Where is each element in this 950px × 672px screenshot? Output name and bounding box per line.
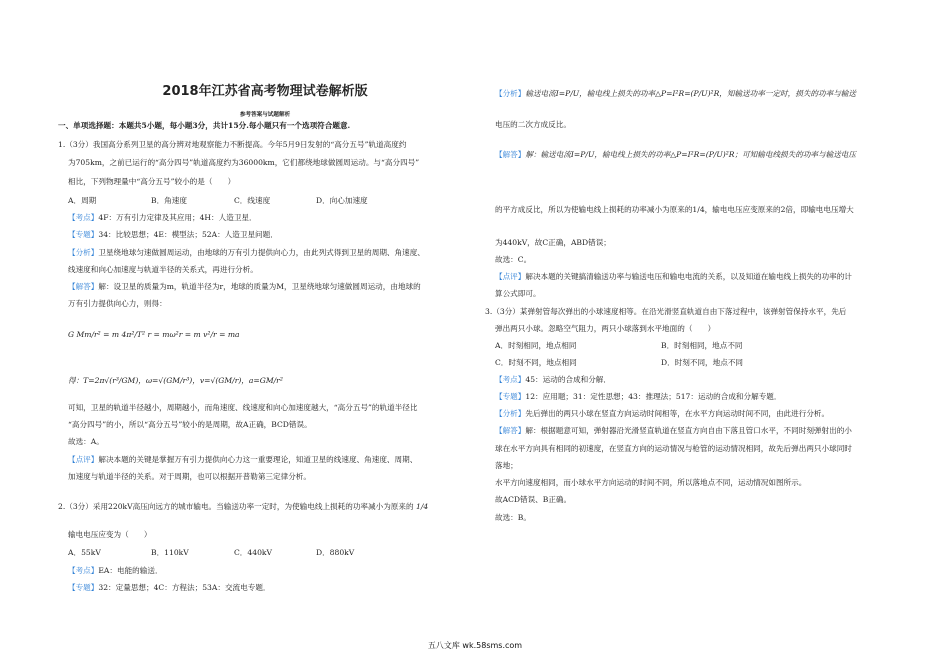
q1-dianping-cont: 加速度与轨道半径的关系。对于周期，也可以根据开普勒第三定律分析。 [68,472,311,481]
tag-text: 4F：万有引力定律及其应用；4H：人造卫星． [98,213,257,222]
tag-label: 【考点】 [495,375,526,384]
q2-fenxi [495,89,897,99]
tag-label: 【专题】 [68,230,99,239]
page-title: 2018年江苏省高考物理试卷解析版 [162,84,368,99]
tag-text: 解：设卫星的质量为m，轨道半径为r，地球的质量为M，卫星绕地球匀速做圆周运动，由地球的 [98,282,421,291]
q1-jieda-cont: “高分四号”的小，所以“高分五号”较小的是周期，故A正确，BCD错误。 [68,420,312,429]
q1-option-d: D．向心加速度 [316,196,368,205]
tag-text: 34：比较思想；4E：模型法；52A：人造卫星问题． [98,230,278,239]
q3-jieda-cont: 球在水平方向具有相同的初速度，在竖直方向的运动情况与枪管的运动情况相同，故先后弹出两只小球同时 [495,444,852,453]
q3-kaodian [495,375,897,385]
tag-label: 【解答】 [68,282,99,291]
q1-zhuanti [68,230,470,240]
tag-text: 12：应用题；31：定性思想；43：推理法；517：运动的合成和分解专题． [525,392,782,401]
q1-jieda-cont: 可知，卫星的轨道半径越小，周期越小，而角速度、线速度和向心加速度越大，“高分五号”的轨道半径比 [68,403,418,412]
q2-kaodian [68,566,470,576]
tag-label: 【分析】 [68,248,99,257]
q3-option-d: D．时刻不同，地点不同 [661,358,744,367]
q1-option-c: C．线速度 [234,196,271,205]
q1-jieda-cont: 万有引力提供向心力，则得： [68,299,167,308]
tag-label: 【考点】 [68,213,99,222]
tag-text: 解决本题的关键搞清输送功率与输送电压和输电电流的关系，以及知道在输电线上损失的功率的计 [525,272,852,281]
q1-option-b: B．角速度 [151,196,187,205]
q1-jieda [68,282,470,292]
q1-stem-line: 1.（3分）我国高分系列卫星的高分辨对地观察能力不断提高。今年5月9日发射的“高分五号”轨道高度约 [58,140,407,149]
q3-jieda-cont: 水平方向速度相同，而小球水平方向运动的时间不同，所以落地点不同，运动情况如图所示。 [495,478,807,487]
tag-text: 解：输送电流I=P/U，输电线上损失的功率△P=I²R=(P/U)²R；可知输电线损失的功率与输送电压 [525,150,856,159]
q1-answer: 故选：A。 [68,437,104,446]
tag-text: 32：定量思想；4C：方程法；53A：交流电专题． [98,583,271,592]
tag-text: 解：根据题意可知，弹射器沿光滑竖直轨道在竖直方向自由下落且管口水平，不同时刻弹射出的小 [525,426,852,435]
tag-text: 输送电流I=P/U，输电线上损失的功率△P=I²R=(P/U)²R，知输送功率一定时，损失的功率与输送 [525,89,856,98]
q2-option-a: A．55kV [68,548,101,557]
tag-label: 【考点】 [68,566,99,575]
q2-option-b: B．110kV [151,548,189,557]
q3-stem-line: 弹出两只小球。忽略空气阻力，两只小球落到水平地面的（ ） [495,324,716,333]
tag-label: 【专题】 [495,392,526,401]
tag-text: EA：电能的输送． [98,566,163,575]
q1-fenxi [68,248,470,258]
q1-equation: G Mm/r² = m 4π²/T² r = mω²r = m v²/r = ma [68,330,240,339]
q2-dianping-cont: 算公式即可。 [495,289,541,298]
q2-jieda-cont: 的平方成反比，所以为使输电线上损耗的功率减小为原来的1/4，输电电压应变原来的2倍，即输电电压增大 [495,205,854,214]
q2-fraction: 1/4 [416,502,429,511]
tag-label: 【专题】 [68,583,99,592]
q1-stem-line: 为705km，之前已运行的“高分四号”轨道高度约为36000km，它们都绕地球做圆周运动。与“高分四号” [68,158,420,167]
q2-fenxi-cont: 电压的二次方成反比。 [495,120,571,129]
q2-dianping [495,272,897,282]
tag-text: 卫星绕地球匀速做圆周运动，由地球的万有引力提供向心力，由此列式得到卫星的周期、角速度、 [98,248,425,257]
tag-label: 【解答】 [495,426,526,435]
q3-zhuanti [495,392,897,402]
q1-stem-line: 相比，下列物理量中“高分五号”较小的是（ ） [68,177,236,186]
page-subtitle: 参考答案与试题解析 [239,112,291,118]
q2-jieda [495,150,897,160]
q1-fenxi-cont: 线速度和向心加速度与轨道半径的关系式，再进行分析。 [68,265,258,274]
q3-option-b: B．时刻相同，地点不同 [661,341,743,350]
q3-option-c: C．时刻不同，地点相同 [495,358,577,367]
page-footer: 五八文库 wk.58sms.com [427,641,523,650]
q2-stem-text: 2.（3分）采用220kV高压向远方的城市输电。当输送功率一定时，为使输电线上损耗的功率减小为原来的 [58,502,414,511]
q3-jieda [495,426,897,436]
q3-stem-line: 3.（3分）某弹射管每次弹出的小球速度相等。在沿光滑竖直轨道自由下落过程中，该弹射管保持水平，先后 [485,307,847,316]
section-heading: 一、单项选择题：本题共5小题，每小题3分，共计15分.每小题只有一个选项符合题意. [58,121,351,130]
q1-option-a: A．周期 [68,196,97,205]
q3-answer: 故选：B。 [495,513,531,522]
tag-text: 解决本题的关键是掌握万有引力提供向心力这一重要理论，知道卫星的线速度、角速度、周期、 [98,455,418,464]
tag-label: 【分析】 [495,409,526,418]
q2-zhuanti [68,583,470,593]
q1-kaodian [68,213,470,223]
q3-fenxi [495,409,897,419]
tag-label: 【点评】 [495,272,526,281]
q3-option-a: A．时刻相同，地点相同 [495,341,577,350]
q1-dianping [68,455,470,465]
q2-stem-line [58,502,470,512]
tag-label: 【分析】 [495,89,526,98]
q2-jieda-cont: 为440kV，故C正确，ABD错误； [495,238,611,247]
q2-option-c: C．440kV [234,548,272,557]
tag-text: 先后弹出的两只小球在竖直方向运动时间相等，在水平方向运动时间不同，由此进行分析。 [525,409,830,418]
tag-label: 【解答】 [495,150,526,159]
q3-jieda-cont: 落地； [495,461,518,470]
q1-equation: 得：T=2π√(r³/GM)，ω=√(GM/r³)，v=√(GM/r)，a=GM/r² [68,376,283,385]
q2-answer: 故选：C。 [495,255,532,264]
q2-option-d: D．880kV [316,548,355,557]
tag-label: 【点评】 [68,455,99,464]
q3-jieda-cont: 故ACD错误、B正确。 [495,495,572,504]
q2-stem-line: 输电电压应变为（ ） [68,530,152,539]
tag-text: 45：运动的合成和分解． [525,375,611,384]
